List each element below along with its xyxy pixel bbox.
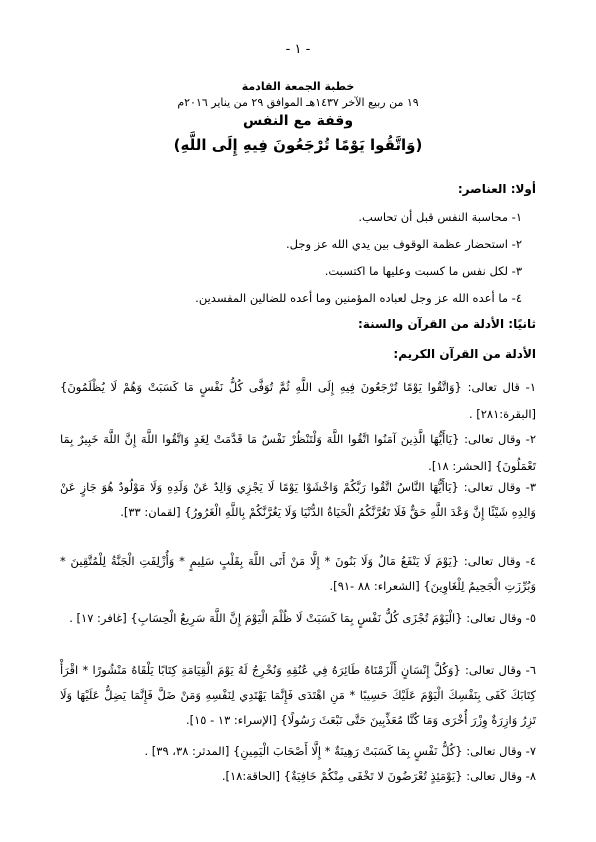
sermon-verse: (وَاتَّقُوا يَوْمًا تُرْجَعُونَ فِيهِ إِلَى اللَّهِ) bbox=[173, 136, 423, 154]
evidence-item: ١- قال تعالى: {وَاتَّقُوا يَوْمًا تُرْجَعُونَ فِيهِ إِلَى اللَّهِ ثُمَّ تُوَفَّى كُلُّ نَفْسٍ مَا كَسَبَتْ وَهُمْ لَا يُظْلَمُونَ} [البقرة:٢٨١] . bbox=[60, 380, 536, 421]
sermon-title: خطبة الجمعة القادمة bbox=[241, 80, 355, 93]
section-heading-elements: أولا: العناصر: bbox=[457, 182, 536, 196]
page-number: - ١ - bbox=[285, 42, 311, 57]
element-item: ١- محاسبة النفس قبل أن تحاسب. bbox=[358, 210, 522, 224]
element-item: ٤- ما أعده الله عز وجل لعباده المؤمنين وما أعده للضالين المفسدين. bbox=[195, 291, 522, 305]
sermon-date: ١٩ من ربيع الآخر ١٤٣٧هـ الموافق ٢٩ من يناير ٢٠١٦م bbox=[177, 96, 419, 109]
section-heading-evidence: ثانيًا: الأدلة من القرآن والسنة: bbox=[358, 317, 536, 331]
evidence-item: ٧- وقال تعالى: {كُلُّ نَفْسٍ بِمَا كَسَبَتْ رَهِينَةٌ * إِلَّا أَصْحَابَ الْيَمِينِ} [المدثر: ٣٨، ٣٩] . bbox=[144, 744, 536, 758]
evidence-item: ٢- وقال تعالى: {يَاأَيُّهَا الَّذِينَ آمَنُوا اتَّقُوا اللَّهَ وَلْتَنْظُرْ نَفْسٌ مَا قَدَّمَتْ لِغَدٍ وَاتَّقُوا اللَّهَ إِنَّ اللَّهَ خَبِيرٌ بِمَا تَعْمَلُونَ} [الحشر: ١٨]. bbox=[60, 432, 536, 473]
evidence-item: ٤- وقال تعالى: {يَوْمَ لَا يَنْفَعُ مَالٌ وَلَا بَنُونَ * إِلَّا مَنْ أَتَى اللَّهَ بِقَلْبٍ سَلِيمٍ * وَأُزْلِفَتِ الْجَنَّةُ لِلْمُتَّقِينَ * وَبُرِّزَتِ الْجَحِيمُ لِلْغَاوِينَ} [الشعراء: ٨٨ -٩١]. bbox=[60, 554, 536, 593]
subheading-quran-evidence: الأدلة من القرآن الكريم: bbox=[393, 347, 536, 361]
element-item: ٢- استحضار عظمة الوقوف بين يدي الله عز وجل. bbox=[285, 237, 522, 251]
evidence-item: ٦- وقال تعالى: {وَكُلَّ إِنْسَانٍ أَلْزَمْنَاهُ طَائِرَهُ فِي عُنُقِهِ وَنُخْرِجُ لَهُ يَوْمَ الْقِيَامَةِ كِتَابًا يَلْقَاهُ مَنْشُورًا * اقْرَأْ كِتَابَكَ كَفَى بِنَفْسِكَ الْيَوْمَ عَلَيْكَ حَسِيبًا * مَنِ اهْتَدَى فَإِنَّمَا يَهْتَدِي لِنَفْسِهِ وَمَنْ ضَلَّ فَإِنَّمَا يَضِلُّ عَلَيْهَا وَلَا تَزِرُ وَازِرَةٌ وِزْرَ أُخْرَى وَمَا كُنَّا مُعَذِّبِينَ حَتَّى نَبْعَثَ رَسُولًا} [الإسراء: ١٣ - ١٥]. bbox=[60, 663, 536, 727]
sermon-subject: وقفة مع النفس bbox=[242, 113, 354, 129]
element-item: ٣- لكل نفس ما كسبت وعليها ما اكتسبت. bbox=[324, 264, 522, 278]
evidence-item: ٨- وقال تعالى: {يَوْمَئِذٍ تُعْرَضُونَ لا تَخْفَى مِنْكُمْ خَافِيَةٌ} [الحاقة:١٨]. bbox=[221, 769, 536, 783]
evidence-item: ٣- وقال تعالى: {يَاأَيُّهَا النَّاسُ اتَّقُوا رَبَّكُمْ وَاخْشَوْا يَوْمًا لَا يَجْزِي وَالِدٌ عَنْ وَلَدِهِ وَلَا مَوْلُودٌ هُوَ جَازٍ عَنْ وَالِدِهِ شَيْئًا إِنَّ وَعْدَ اللَّهِ حَقٌّ فَلَا تَغُرَّنَّكُمُ الْحَيَاةُ الدُّنْيَا وَلَا يَغُرَّنَّكُمْ بِاللَّهِ الْغَرُورُ} [لقمان: ٣٣]. bbox=[60, 480, 536, 519]
evidence-item: ٥- وقال تعالى: {الْيَوْمَ تُجْزَى كُلُّ نَفْسٍ بِمَا كَسَبَتْ لَا ظُلْمَ الْيَوْمَ إِنَّ اللَّهَ سَرِيعُ الْحِسَابِ} [غافر: ١٧] . bbox=[69, 611, 536, 625]
